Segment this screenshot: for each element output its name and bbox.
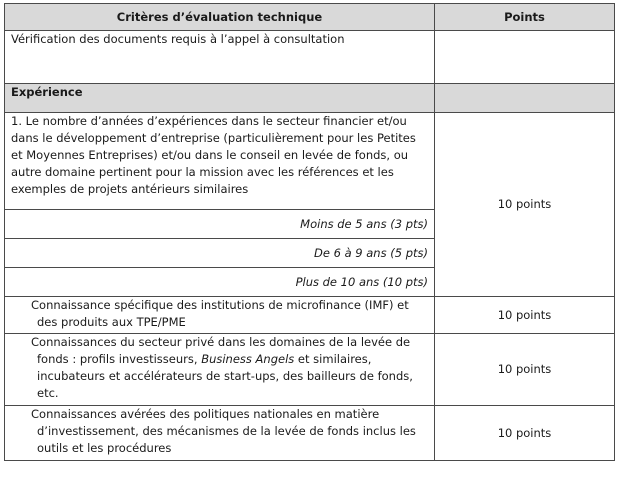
table-row-section: [5, 84, 615, 113]
section-points-empty: [435, 84, 615, 113]
item1-sub-option: Plus de 10 ans (10 pts): [5, 268, 435, 297]
item2-text: Connaissance spécifique des institutions de microfinance (IMF) et des produits aux TPE/PME: [31, 298, 409, 329]
header-criteria: Critères d’évaluation technique: [5, 4, 435, 31]
item3-points: 10 points: [435, 334, 615, 406]
item1-points: 10 points: [435, 113, 615, 297]
item3-text-b: et similaires, incubateurs et accélérateurs de start-ups, des bailleurs de fonds, etc.: [37, 352, 413, 400]
item4-text: Connaissances avérées des politiques nationales en matière d’investissement, des mécanismes de la levée de fonds inclus les outils et les procédures: [31, 407, 416, 455]
documents-criterion: Vérification des documents requis à l’appel à consultation: [5, 31, 435, 84]
table-row-documents: [5, 31, 615, 84]
item3-number: [11, 334, 31, 351]
item3-text-italic: Business Angels: [201, 352, 295, 366]
item1-criterion: 1. Le nombre d’années d’expériences dans le secteur financier et/ou dans le développement d’entreprise (particulièrement pour les Petites et Moyennes Entreprises) et/ou dans le conseil en levée de fonds, ou autre domaine pertinent pour la mission avec les références et les exemples de projets antérieurs similaires: [5, 113, 435, 210]
table-row-item4: [5, 406, 615, 461]
item3-text-a: Connaissances du secteur privé dans les domaines de la levée de fonds : profils investisseurs,: [31, 335, 411, 366]
item2-points: 10 points: [435, 297, 615, 334]
header-points: Points: [435, 4, 615, 31]
item4-criterion: [5, 406, 435, 461]
item4-points: 10 points: [435, 406, 615, 461]
section-title-experience: Expérience: [5, 84, 435, 113]
item4-number: [11, 406, 31, 423]
item3-criterion: [5, 334, 435, 406]
item2-criterion: [5, 297, 435, 334]
table-row-item1: [5, 113, 615, 210]
table-header-row: [5, 4, 615, 31]
table-row-item2: [5, 297, 615, 334]
table-row-item3: [5, 334, 615, 406]
item1-sub-option: Moins de 5 ans (3 pts): [5, 210, 435, 239]
documents-points: [435, 31, 615, 84]
item2-number: [11, 297, 31, 314]
evaluation-criteria-table: [4, 3, 615, 461]
item1-sub-option: De 6 à 9 ans (5 pts): [5, 239, 435, 268]
